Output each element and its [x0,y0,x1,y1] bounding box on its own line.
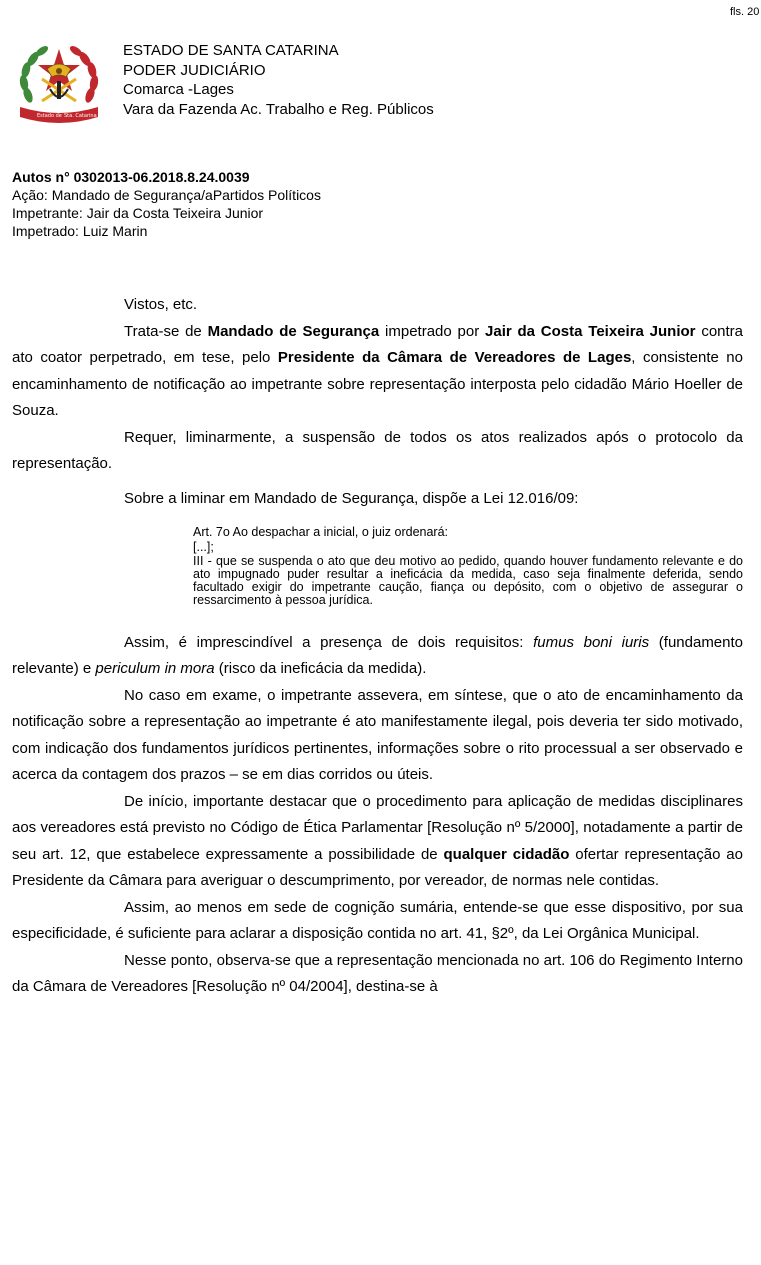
paragraph-5: Assim, é imprescindível a presença de dois requisitos: fumus boni iuris (fundamento relevante) e periculum in mora (risco da ineficácia da medida). [12,633,744,678]
paragraph-2: Trata-se de Mandado de Segurança impetrado por Jair da Costa Teixeira Junior contra ato coator perpetrado, em tese, pelo Presidente da Câmara de Vereadores de Lages, consistente no encaminhamento de notificação ao impetrante sobre representação interposta pelo cidadão Mário Hoeller de Souza. [12,322,744,419]
paragraph-7: De início, importante destacar que o procedimento para aplicação de medidas disciplinares aos vereadores está previsto no Código de Ética Parlamentar [Resolução nº 5/2000], notadamente a partir de seu art. 12, que estabelece expressamente a possibilidade de qualquer cidadão ofertar representação ao Presidente da Câmara para averiguar o descumprimento, por vereador, de normas nele contidas. [12,792,743,890]
header-district: Comarca -Lages [123,81,234,98]
page-number: fls. 20 [730,6,760,18]
paragraph-1: Vistos, etc. [124,296,198,313]
case-action: Ação: Mandado de Segurança/aPartidos Políticos [12,187,321,203]
paragraph-6: No caso em exame, o impetrante assevera, em síntese, que o ato de encaminhamento da notificação sobre a representação ao impetrante é ato manifestamente ilegal, pois deveria ter sido motivado, com indicação dos fundamentos jurídicos pertinentes, informações sobre o rito processual a ser observado e acerca da contagem dos prazos – se em dias corridos ou úteis. [12,686,743,784]
court-header [123,41,434,119]
case-defendant: Impetrado: Luiz Marin [12,223,148,239]
case-plaintiff: Impetrante: Jair da Costa Teixeira Junior [12,205,264,221]
citation-line-1: Art. 7o Ao despachar a inicial, o juiz ordenará: [193,525,449,539]
case-number: Autos n° 0302013-06.2018.8.24.0039 [12,169,250,185]
crest-text-left: Estado de [37,113,62,119]
crest-text-right: Sta. Catarina [64,113,97,119]
paragraph-9: Nesse ponto, observa-se que a representação mencionada no art. 106 do Regimento Interno da Câmara de Vereadores [Resolução nº 04/2004], destina-se à [12,951,743,996]
state-coat-of-arms [14,37,104,127]
citation-line-2: [...]; [193,540,214,555]
citation-line-3: III - que se suspenda o ato que deu motivo ao pedido, quando houver fundamento relevante e do ato impugnado puder resultar a ineficácia da medida, caso seja finalmente deferida, sendo facultado exigir do impetrante caução, fiança ou depósito, com o objetivo de assegurar o ressarcimento à pessoa jurídica. [193,553,743,608]
paragraph-3: Requer, liminarmente, a suspensão de todos os atos realizados após o protocolo da representação. [12,428,743,472]
header-court: Vara da Fazenda Ac. Trabalho e Reg. Públicos [123,100,434,118]
case-info [12,168,321,240]
header-state: ESTADO DE SANTA CATARINA [123,42,339,59]
law-citation [193,526,743,608]
paragraph-8: Assim, ao menos em sede de cognição sumária, entende-se que esse dispositivo, por sua especificidade, é suficiente para aclarar a disposição contida no art. 41, §2º, da Lei Orgânica Municipal. [12,898,743,943]
decision-body [12,292,743,1001]
header-branch: PODER JUDICIÁRIO [123,61,266,79]
paragraph-4: Sobre a liminar em Mandado de Segurança, dispõe a Lei 12.016/09: [124,489,579,507]
